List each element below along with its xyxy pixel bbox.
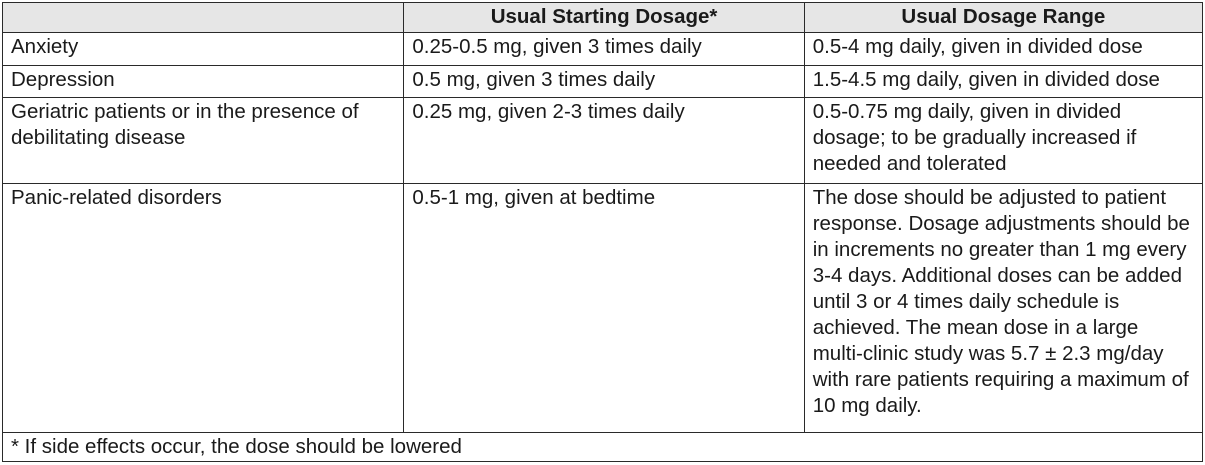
condition-cell: Depression (3, 65, 404, 98)
footnote-row (3, 433, 1203, 462)
starting-dosage-cell: 0.5-1 mg, given at bedtime (404, 183, 804, 432)
starting-dosage-cell: 0.25 mg, given 2-3 times daily (404, 98, 804, 184)
table-row (3, 98, 1203, 184)
dosage-range-cell: The dose should be adjusted to patient response. Dosage adjustments should be in increments no greater than 1 mg every 3-4 days. Additional doses can be added until 3 or 4 times daily schedule is achieved. The mean dose in a large multi-clinic study was 5.7 ± 2.3 mg/day with rare patients requiring a maximum of 10 mg daily. (804, 183, 1202, 432)
starting-dosage-cell: 0.25-0.5 mg, given 3 times daily (404, 33, 804, 66)
header-row (3, 3, 1203, 33)
table-row (3, 33, 1203, 66)
dosage-range-cell: 0.5-0.75 mg daily, given in divided dosage; to be gradually increased if needed and tolerated (804, 98, 1202, 184)
condition-cell: Anxiety (3, 33, 404, 66)
footnote: * If side effects occur, the dose should be lowered (3, 433, 1203, 462)
table-row (3, 65, 1203, 98)
dosage-range-cell: 1.5-4.5 mg daily, given in divided dose (804, 65, 1202, 98)
condition-cell: Panic-related disorders (3, 183, 404, 432)
condition-cell: Geriatric patients or in the presence of debilitating disease (3, 98, 404, 184)
starting-dosage-cell: 0.5 mg, given 3 times daily (404, 65, 804, 98)
table-row (3, 183, 1203, 432)
header-starting-dosage: Usual Starting Dosage* (404, 3, 804, 33)
header-dosage-range: Usual Dosage Range (804, 3, 1202, 33)
dosage-table (2, 2, 1203, 462)
header-condition (3, 3, 404, 33)
dosage-range-cell: 0.5-4 mg daily, given in divided dose (804, 33, 1202, 66)
